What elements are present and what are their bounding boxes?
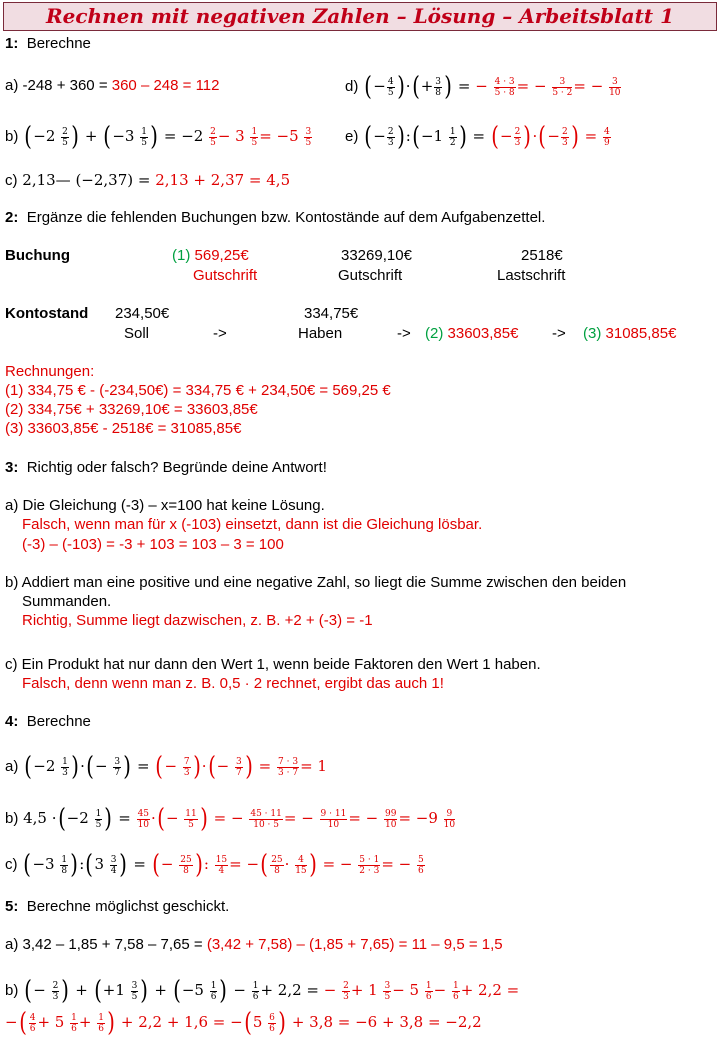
kontostand-1-type: Soll — [124, 325, 150, 342]
task-5b-line-2: −( $\frac{4}{6}$ + 5 $\frac{1}{6}$ + $\frac{1}{6}$ ) + 2,2 + 1,6 = −(5 $\frac{6}{6}$ ) + 3,8 = −6 + 3,8 = −2,2 — [5, 1008, 482, 1038]
kontostand-4 — [583, 324, 676, 344]
task-3b-answer: Richtig, Summe liegt dazwischen, z. B. +2 + (-3) = -1 — [22, 612, 373, 629]
task-4b-label: b) — [5, 810, 19, 827]
task-text: Berechne — [26, 35, 91, 52]
task-text: Ergänze die fehlenden Buchungen bzw. Kontostände auf dem Aufgabenzettel. — [26, 209, 546, 226]
arrow-1: -> — [213, 325, 227, 342]
rechnung-2: (2) 334,75€ + 33269,10€ = 33603,85€ — [5, 401, 258, 418]
task-1c-label: c) — [5, 172, 18, 189]
task-3b-question: b) Addiert man eine positive und eine negative Zahl, so liegt die Summe zwischen den beiden — [5, 574, 627, 591]
task-1c-solution: 2,13 + 2,37 = 4,5 — [155, 171, 291, 189]
task-4c-label: c) — [5, 856, 18, 873]
kontostand-1-value: 234,50€ — [115, 305, 170, 322]
task-1a-solution: 360 – 248 = 112 — [111, 77, 220, 94]
arrow-2: -> — [397, 325, 411, 342]
kontostand-2-value: 334,75€ — [304, 305, 359, 322]
kontostand-3-number: (2) — [425, 325, 444, 342]
task-3a-question: a) Die Gleichung (-3) – x=100 hat keine Lösung. — [5, 497, 325, 514]
task-1a-question: a) -248 + 360 = — [5, 77, 108, 94]
kontostand-label: Kontostand — [5, 305, 89, 322]
task-3-heading — [5, 458, 327, 478]
buchung-1-value: 569,25€ — [194, 247, 249, 264]
arrow-3: -> — [552, 325, 566, 342]
task-1a — [5, 76, 220, 96]
buchung-1-type: Gutschrift — [193, 267, 258, 284]
rechnung-1: (1) 334,75 € - (-234,50€) = 334,75 € + 234,50€ = 569,25 € — [5, 382, 391, 399]
task-5-heading — [5, 897, 229, 917]
task-3a-calculation: (-3) – (-103) = -3 + 103 = 103 – 3 = 100 — [22, 536, 284, 553]
task-4b: b) 4,5 ·(−2 $\frac{1}{5}$ ) = $\frac{45}{10}$ ·(− $\frac{11}{5}$ ) = − $\frac{45 \cdot 11}{10 \cdot 5}$ = − $\frac{9 \cdot 11}{10}$ = − $\frac{99}{10}$ = −9 $\frac{9}{10}$ — [5, 804, 456, 834]
task-1e-label: e) — [345, 128, 359, 145]
task-1d-label: d) — [345, 78, 359, 95]
task-1e: e) (− $\frac{2}{3}$ ):(−1 $\frac{1}{2}$ ) = (− $\frac{2}{3}$ )·(− $\frac{2}{3}$ ) = $\frac{4}{9}$ — [345, 122, 610, 152]
task-1c — [5, 170, 290, 191]
task-number: 4: — [5, 713, 19, 730]
kontostand-4-value: 31085,85€ — [605, 325, 677, 342]
task-text: Berechne — [26, 713, 91, 730]
task-2-heading — [5, 208, 545, 228]
task-5a-solution: (3,42 + 7,58) – (1,85 + 7,65) = 11 – 9,5 = 1,5 — [206, 936, 503, 953]
buchung-2-type: Gutschrift — [338, 267, 403, 284]
task-4c: c) (−3 $\frac{1}{8}$ ):(3 $\frac{3}{4}$ ) = (− $\frac{25}{8}$ ): $\frac{15}{4}$ = −( $\frac{25}{8}$ · $\frac{4}{15}$ ) = − $\frac{5 \cdot 1}{2 \cdot 3}$ = − $\frac{5}{6}$ — [5, 850, 424, 880]
task-1-heading — [5, 34, 91, 54]
task-text: Berechne möglichst geschickt. — [26, 898, 230, 915]
task-number: 5: — [5, 898, 19, 915]
task-1d: d) (− $\frac{4}{5}$ )·(+ $\frac{3}{8}$ ) = − $\frac{4 \cdot 3}{5 \cdot 8}$ = − $\frac{3}{5 \cdot 2}$ = − $\frac{3}{10}$ — [345, 72, 621, 102]
task-1c-question: 2,13— (−2,37) = — [22, 171, 151, 189]
task-1b-label: b) — [5, 128, 19, 145]
task-number: 1: — [5, 35, 19, 52]
task-text: Richtig oder falsch? Begründe deine Antwort! — [26, 459, 327, 476]
worksheet-title: Rechnen mit negativen Zahlen – Lösung – Arbeitsblatt 1 — [3, 2, 717, 31]
task-5b-line-1: b) (− $\frac{2}{3}$ ) + (+1 $\frac{3}{5}$ ) + (−5 $\frac{1}{6}$ ) − $\frac{1}{6}$ + 2,2 = − $\frac{2}{3}$ + 1 $\frac{3}{5}$ − 5 $\frac{1}{6}$ − $\frac{1}{6}$ + 2,2 = — [5, 976, 520, 1006]
buchung-1 — [172, 246, 249, 266]
buchung-3-type: Lastschrift — [497, 267, 566, 284]
task-1b: b) (−2 $\frac{2}{5}$ ) + (−3 $\frac{1}{5}$ ) = −2 $\frac{2}{5}$ − 3 $\frac{1}{5}$ = −5 $\frac{3}{5}$ — [5, 122, 312, 152]
task-3b-question-cont: Summanden. — [22, 593, 112, 610]
kontostand-3 — [425, 324, 518, 344]
task-3a-answer: Falsch, wenn man für x (-103) einsetzt, dann ist die Gleichung lösbar. — [22, 516, 483, 533]
buchung-3-value: 2518€ — [521, 247, 563, 264]
rechnungen-header: Rechnungen: — [5, 363, 95, 380]
task-5b-label: b) — [5, 982, 19, 999]
task-number: 3: — [5, 459, 19, 476]
kontostand-2-type: Haben — [298, 325, 343, 342]
kontostand-3-value: 33603,85€ — [447, 325, 519, 342]
buchung-1-number: (1) — [172, 247, 191, 264]
task-3c-answer: Falsch, denn wenn man z. B. 0,5 · 2 rechnet, ergibt das auch 1! — [22, 675, 444, 692]
task-4-heading — [5, 712, 91, 732]
buchung-2-value: 33269,10€ — [341, 247, 412, 264]
task-4a: a) (−2 $\frac{1}{3}$ )·(− $\frac{3}{7}$ ) = (− $\frac{7}{3}$ )·(− $\frac{3}{7}$ ) = $\frac{7 \cdot 3}{3 \cdot 7}$ = 1 — [5, 752, 327, 782]
task-number: 2: — [5, 209, 19, 226]
task-5a-question: a) 3,42 – 1,85 + 7,58 – 7,65 = — [5, 936, 203, 953]
task-5a — [5, 935, 503, 955]
task-4a-label: a) — [5, 758, 19, 775]
kontostand-4-number: (3) — [583, 325, 602, 342]
task-3c-question: c) Ein Produkt hat nur dann den Wert 1, wenn beide Faktoren den Wert 1 haben. — [5, 656, 541, 673]
buchung-label: Buchung — [5, 247, 70, 264]
rechnung-3: (3) 33603,85€ - 2518€ = 31085,85€ — [5, 420, 242, 437]
